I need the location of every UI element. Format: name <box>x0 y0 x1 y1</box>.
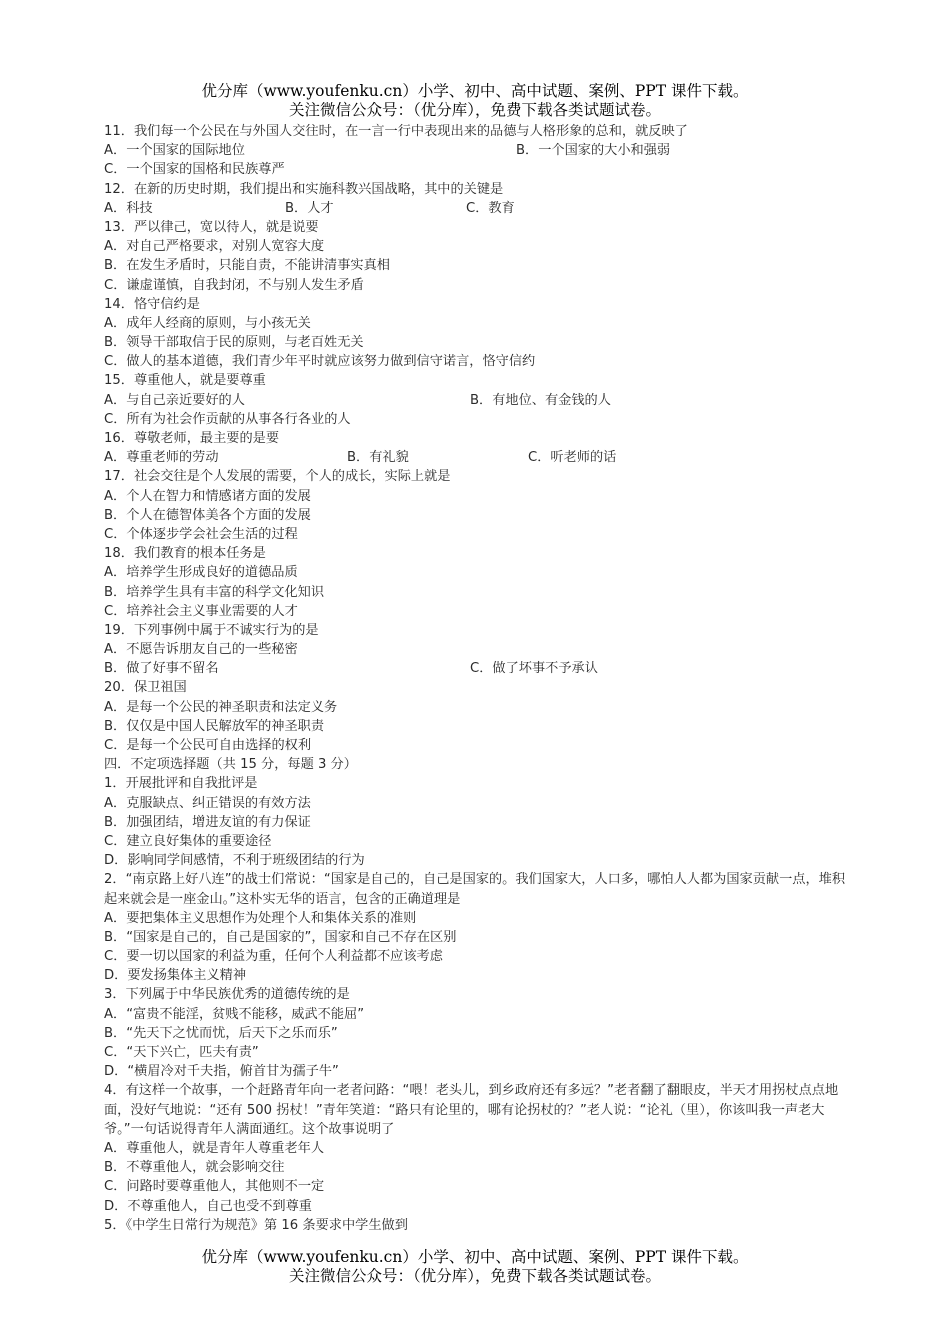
part4-question-2-option-b: B．“国家是自己的，自己是国家的”，国家和自己不存在区别 <box>104 929 457 945</box>
question-16-option-a: A．尊重老师的劳动 <box>104 450 219 466</box>
question-11-option-a: A．一个国家的国际地位 <box>104 143 245 159</box>
question-14-option-c: C．做人的基本道德，我们青少年平时就应该努力做到信守诺言，恪守信约 <box>104 354 536 370</box>
question-12-option-b: B．人才 <box>285 200 334 216</box>
question-20-stem: 20．保卫祖国 <box>104 680 187 696</box>
question-12-option-c: C．教育 <box>466 200 515 216</box>
part4-question-2-option-c: C．要一切以国家的利益为重，任何个人利益都不应该考虑 <box>104 949 443 965</box>
question-11-options-row <box>104 141 849 160</box>
question-19-option-c: C．做了坏事不予承认 <box>470 661 598 677</box>
question-18-stem: 18．我们教育的根本任务是 <box>104 546 266 562</box>
part4-question-1-option-c: C．建立良好集体的重要途径 <box>104 833 272 849</box>
question-17-option-a: A．个人在智力和情感诸方面的发展 <box>104 488 311 504</box>
question-18-option-c: C．培养社会主义事业需要的人才 <box>104 603 298 619</box>
part4-question-3-option-a: A．“富贵不能淫，贫贱不能移，威武不能屈” <box>104 1006 365 1022</box>
question-17-option-b: B．个人在德智体美各个方面的发展 <box>104 507 311 523</box>
part4-question-3-option-b: B．“先天下之忧而忧，后天下之乐而乐” <box>104 1025 338 1041</box>
question-17-option-c: C．个体逐步学会社会生活的过程 <box>104 526 298 542</box>
part4-question-2-stem: 2．“南京路上好八连”的战士们常说：“国家是自己的，自己是国家的。我们国家大，人口多，哪怕人人都为国家贡献一点，堆积起来就会是一座金山。”这朴实无华的语言，包含的正确道理是 <box>104 872 846 907</box>
part4-question-3-stem: 3．下列属于中华民族优秀的道德传统的是 <box>104 987 350 1003</box>
question-15-option-b: B．有地位、有金钱的人 <box>470 392 611 408</box>
question-14-option-a: A．成年人经商的原则，与小孩无关 <box>104 315 311 331</box>
header-line-1: 优分库（www.youfenku.cn）小学、初中、高中试题、案例、PPT 课件下载。 <box>201 82 749 100</box>
part4-question-1-stem: 1．开展批评和自我批评是 <box>104 776 258 792</box>
footer-line-1: 优分库（www.youfenku.cn）小学、初中、高中试题、案例、PPT 课件下载。 <box>201 1248 749 1266</box>
page-footer <box>0 1248 950 1286</box>
question-11-stem: 11．我们每一个公民在与外国人交往时，在一言一行中表现出来的品德与人格形象的总和，就反映了 <box>104 124 688 139</box>
part4-question-4-stem: 4．有这样一个故事，一个赶路青年向一老者问路：“喂！老头儿，到乡政府还有多远？”老者翻了翻眼皮，半天才用拐杖点点地面，没好气地说：“还有 500 拐杖！”青年笑道：“路只有论里的，哪有论拐杖的？”老人说：“论礼（里），你该叫我一声老大爷。”一句话说得青年人满面通红。这个故事说明了 <box>104 1083 839 1137</box>
question-15-options-row <box>104 391 849 410</box>
question-12-stem: 12．在新的历史时期，我们提出和实施科教兴国战略，其中的关键是 <box>104 181 504 197</box>
page-header <box>0 82 950 120</box>
question-12-options-row <box>104 199 849 218</box>
question-14-option-b: B．领导干部取信于民的原则，与老百姓无关 <box>104 335 364 351</box>
question-12-option-a: A．科技 <box>104 200 153 216</box>
part4-question-3-option-c: C．“天下兴亡，匹夫有责” <box>104 1045 259 1061</box>
part4-question-1-option-b: B．加强团结，增进友谊的有力保证 <box>104 814 311 830</box>
question-11-option-b: B．一个国家的大小和强弱 <box>516 143 671 159</box>
question-16-stem: 16．尊敬老师，最主要的是要 <box>104 431 280 446</box>
question-15-option-a: A．与自己亲近要好的人 <box>104 392 245 408</box>
part4-question-2-option-a: A．要把集体主义思想作为处理个人和集体关系的准则 <box>104 910 417 926</box>
question-11-option-c: C．一个国家的国格和民族尊严 <box>104 162 285 178</box>
question-16-options-row <box>104 448 849 467</box>
question-15-option-c: C．所有为社会作贡献的从事各行各业的人 <box>104 411 351 427</box>
part4-question-5-stem: 5．《中学生日常行为规范》第 16 条要求中学生做到 <box>104 1217 408 1233</box>
part4-question-1-option-d: D．影响同学间感情，不利于班级团结的行为 <box>104 853 365 869</box>
question-18-option-b: B．培养学生具有丰富的科学文化知识 <box>104 584 325 600</box>
part4-question-2-option-d: D．要发扬集体主义精神 <box>104 968 247 984</box>
question-13-option-b: B．在发生矛盾时，只能自责，不能讲清事实真相 <box>104 258 390 274</box>
question-16-option-b: B．有礼貌 <box>347 450 409 466</box>
part4-question-3-option-d: D．“横眉冷对千夫指，俯首甘为孺子牛” <box>104 1064 339 1080</box>
question-16-option-c: C．听老师的话 <box>528 450 617 466</box>
question-20-option-a: A．是每一个公民的神圣职责和法定义务 <box>104 699 338 715</box>
question-13-stem: 13．严以律己，宽以待人，就是说要 <box>104 219 319 235</box>
question-13-option-a: A．对自己严格要求，对别人宽容大度 <box>104 239 325 255</box>
question-14-stem: 14．恪守信约是 <box>104 296 200 312</box>
part4-question-4-option-a: A．尊重他人，就是青年人尊重老年人 <box>104 1141 325 1157</box>
part4-question-4-option-d: D．不尊重他人，自己也受不到尊重 <box>104 1198 312 1214</box>
question-19-stem: 19．下列事例中属于不诚实行为的是 <box>104 622 319 638</box>
part4-question-4-option-c: C．问路时要尊重他人，其他则不一定 <box>104 1179 325 1195</box>
exam-content <box>104 122 849 1235</box>
footer-line-2: 关注微信公众号：（优分库），免费下载各类试题试卷。 <box>288 1267 661 1285</box>
question-19-option-a: A．不愿告诉朋友自己的一些秘密 <box>104 642 298 658</box>
part4-question-4-option-b: B．不尊重他人，就会影响交往 <box>104 1160 285 1176</box>
question-13-option-c: C．谦虚谨慎，自我封闭，不与别人发生矛盾 <box>104 277 364 293</box>
question-19-option-b: B．做了好事不留名 <box>104 661 219 677</box>
question-20-option-c: C．是每一个公民可自由选择的权利 <box>104 738 312 753</box>
question-18-option-a: A．培养学生形成良好的道德品质 <box>104 565 298 581</box>
part4-question-1-option-a: A．克服缺点、纠正错误的有效方法 <box>104 795 311 811</box>
question-15-stem: 15．尊重他人，就是要尊重 <box>104 373 266 389</box>
header-line-2: 关注微信公众号：（优分库），免费下载各类试题试卷。 <box>288 101 661 119</box>
question-19-options-row <box>104 659 849 678</box>
question-20-option-b: B．仅仅是中国人民解放军的神圣职责 <box>104 718 325 734</box>
question-17-stem: 17．社会交往是个人发展的需要，个人的成长，实际上就是 <box>104 469 451 485</box>
section-4-title: 四．不定项选择题（共 15 分，每题 3 分） <box>104 757 357 773</box>
